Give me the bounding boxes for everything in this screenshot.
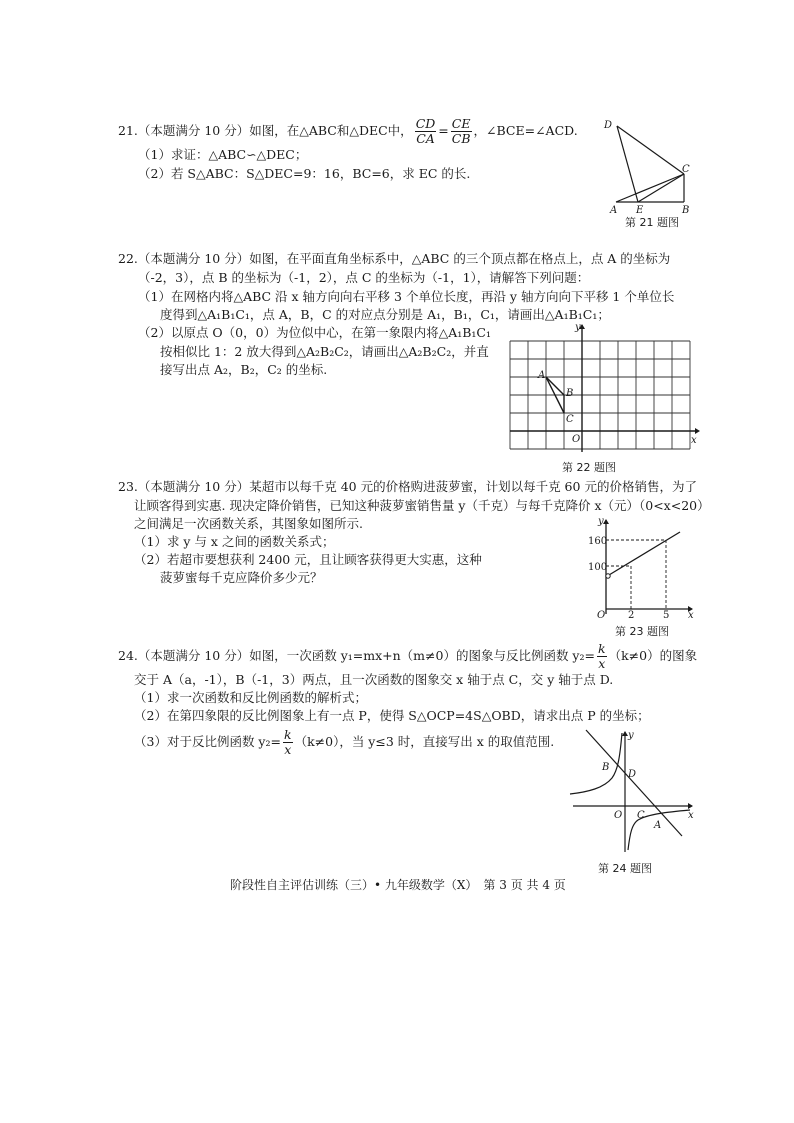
q21-label-a: A	[610, 205, 618, 216]
q23-line3: 之间满足一次函数关系，其图象如图所示.	[134, 516, 363, 531]
q23-part2-a: （2）若超市要想获利 2400 元，且让顾客获得更大实惠，这种	[134, 552, 482, 567]
q21-caption: 第 21 题图	[625, 216, 679, 229]
page-footer: 阶段性自主评估训练（三）• 九年级数学（X） 第 3 页 共 4 页	[230, 878, 566, 892]
q22-label-y: y	[575, 322, 581, 333]
q23-caption: 第 23 题图	[615, 625, 669, 638]
q24-label-x: x	[688, 810, 694, 821]
q24-label-a: A	[654, 820, 662, 831]
q24-graph	[568, 728, 698, 856]
q24-part3-fraction: $\frac{k}{x}$	[283, 727, 292, 757]
q21-fraction-ce-cb: $\frac{CE}{CB}$	[451, 116, 471, 146]
q22-label-o: O	[572, 434, 581, 445]
q21-label-c: C	[682, 164, 690, 175]
q21-fraction-cd-ca: $\frac{CD}{CA}$	[415, 116, 436, 146]
q23-label-100: 100	[588, 562, 608, 573]
q24-label-d: D	[628, 769, 637, 780]
q23-label-x: x	[688, 610, 694, 621]
q24-part1: （1）求一次函数和反比例函数的解析式；	[134, 690, 367, 705]
q24-line2: 交于 A（a，-1），B（-1，3）两点，且一次函数的图象交 x 轴于点 C，交 y 轴于点 D.	[134, 672, 614, 687]
q23-part1: （1）求 y 与 x 之间的函数关系式；	[134, 534, 335, 549]
q22-caption: 第 22 题图	[562, 461, 616, 474]
q23-label-160: 160	[588, 536, 608, 547]
q24-label-y: y	[628, 730, 634, 741]
q21-part1: （1）求证：△ABC∽△DEC；	[138, 147, 308, 162]
q22-grid-figure	[505, 320, 700, 455]
q21-label-b: B	[682, 205, 690, 216]
q22-part1-b: 度得到△A₁B₁C₁，点 A，B，C 的对应点分别是 A₁，B₁，C₁，请画出△A₁B₁C₁；	[160, 307, 610, 322]
q22-part2-c: 接写出点 A₂，B₂，C₂ 的坐标.	[160, 362, 328, 377]
q23-graph	[588, 514, 696, 622]
q24-fraction-k-x: $\frac{k}{x}$	[597, 641, 606, 671]
q24-label-o: O	[614, 810, 623, 821]
q23-line2: 让顾客得到实惠. 现决定降价销售，已知这种菠萝蜜销售量 y（千克）与每千克降价 x（元）（0<x<20）	[134, 498, 710, 513]
q23-label-y: y	[598, 516, 604, 527]
q22-line2: （-2，3），点 B 的坐标为（-1，2），点 C 的坐标为（-1，1），请解答下列问题：	[138, 270, 590, 285]
q24-heading: 24.（本题满分 10 分）如图，一次函数 y₁=mx+n（m≠0）的图象与反比例函数 y₂= $\frac{k}{x}$ （k≠0）的图象	[118, 641, 698, 671]
q21-heading: 21.（本题满分 10 分）如图，在△ABC和△DEC中， $\frac{CD}{CA}$ = $\frac{CE}{CB}$ ，∠BCE=∠ACD.	[118, 116, 578, 146]
q23-label-x5: 5	[663, 610, 670, 621]
q22-label-c: C	[566, 414, 574, 425]
q22-part1-a: （1）在网格内将△ABC 沿 x 轴方向向右平移 3 个单位长度，再沿 y 轴方向向下平移 1 个单位长	[138, 289, 675, 304]
q22-grid-lines	[510, 341, 690, 449]
q21-part2: （2）若 S△ABC：S△DEC=9：16，BC=6，求 EC 的长.	[138, 166, 471, 181]
q23-label-o: O	[597, 610, 606, 621]
q22-part2-b: 按相似比 1：2 放大得到△A₂B₂C₂，请画出△A₂B₂C₂，并直	[160, 344, 489, 359]
q23-heading: 23.（本题满分 10 分）某超市以每千克 40 元的价格购进菠萝蜜，计划以每千克 60 元的价格销售，为了	[118, 479, 697, 494]
q24-part2: （2）在第四象限的反比例图象上有一点 P，使得 S△OCP=4S△OBD，请求出点 P 的坐标；	[134, 708, 650, 723]
q21-label-e: E	[636, 205, 644, 216]
q22-label-a: A	[538, 370, 546, 381]
q24-label-b: B	[602, 762, 610, 773]
q23-label-x2: 2	[628, 610, 635, 621]
q24-label-c: C	[637, 810, 645, 821]
q22-label-b: B	[566, 388, 574, 399]
q24-caption: 第 24 题图	[598, 862, 652, 875]
q22-heading: 22.（本题满分 10 分）如图，在平面直角坐标系中，△ABC 的三个顶点都在格点上，点 A 的坐标为	[118, 251, 671, 266]
q22-part2-a: （2）以原点 O（0，0）为位似中心，在第一象限内将△A₁B₁C₁	[138, 325, 492, 340]
q24-part3: （3）对于反比例函数 y₂= $\frac{k}{x}$ （k≠0），当 y≤3 时，直接写出 x 的取值范围.	[134, 727, 555, 757]
q21-figure	[600, 118, 700, 218]
q23-part2-b: 菠萝蜜每千克应降价多少元？	[160, 570, 323, 585]
q21-label-d: D	[604, 120, 613, 131]
q22-label-x: x	[691, 435, 697, 446]
